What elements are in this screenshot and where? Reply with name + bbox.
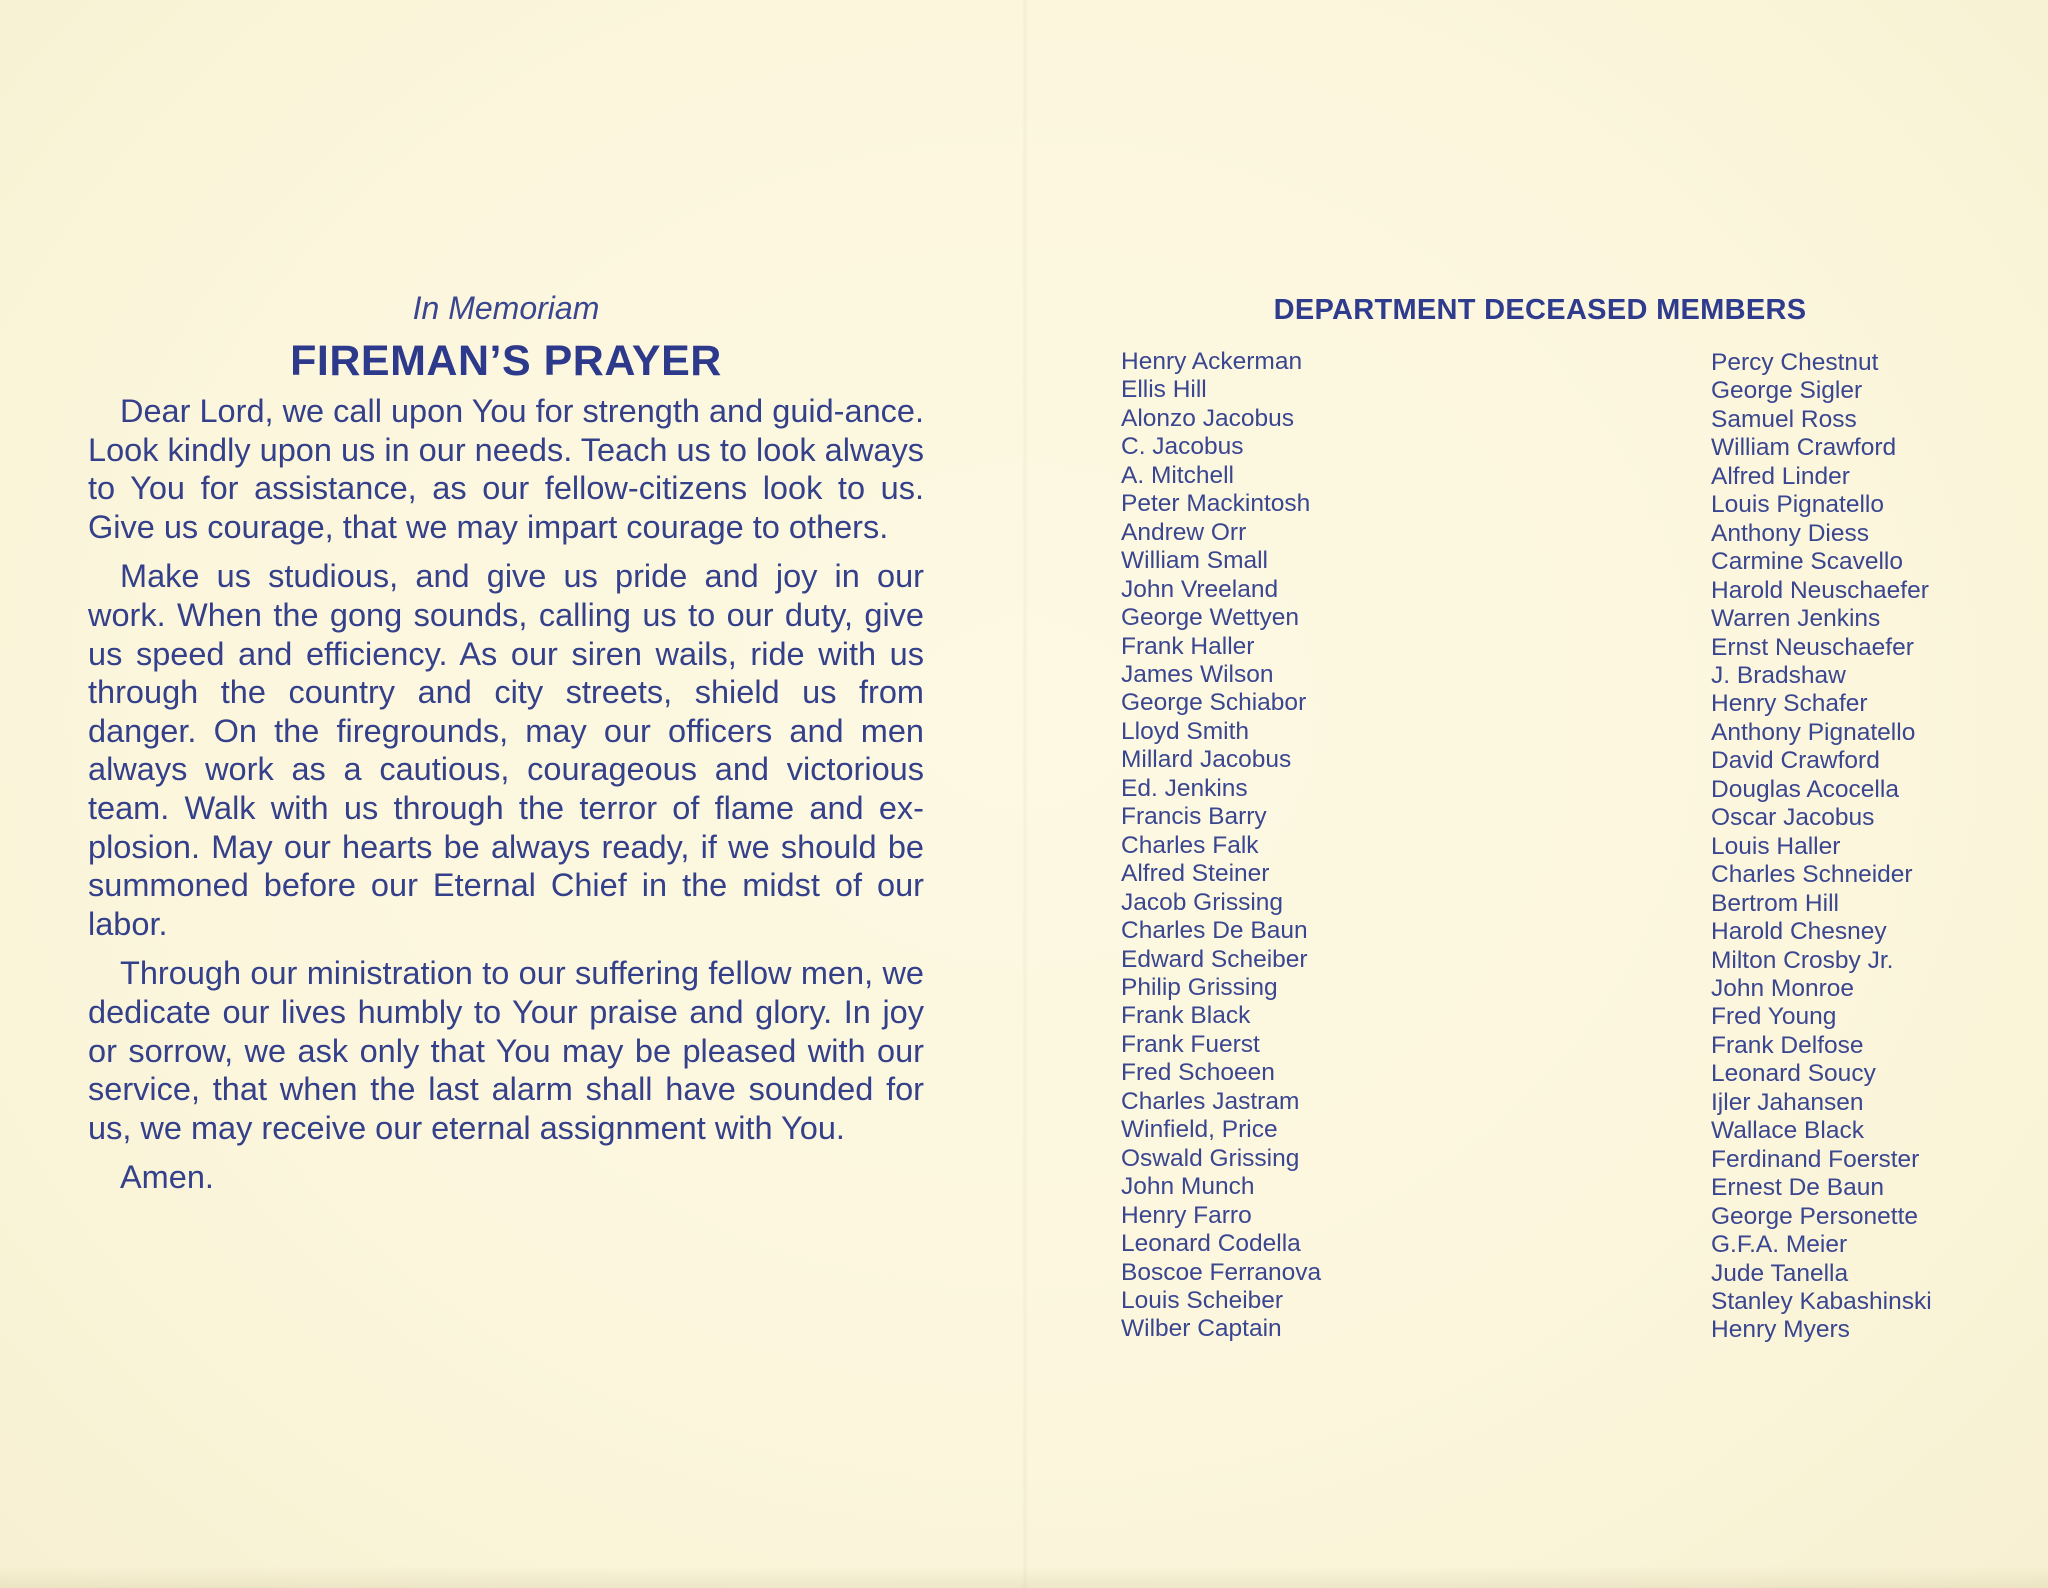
member-name: Ernst Neuschaefer <box>1711 633 1914 661</box>
member-name: Wilber Captain <box>1121 1315 1282 1343</box>
member-name: Milton Crosby Jr. <box>1711 946 1894 974</box>
member-name: Alfred Steiner <box>1121 860 1270 888</box>
member-name: J. Bradshaw <box>1711 661 1846 689</box>
member-name: Oscar Jacobus <box>1711 804 1875 832</box>
member-name: Anthony Diess <box>1711 519 1869 547</box>
in-memoriam-heading: In Memoriam <box>412 290 600 326</box>
member-name: Fred Schoeen <box>1121 1059 1275 1087</box>
member-name: Ed. Jenkins <box>1121 774 1248 802</box>
member-name: David Crawford <box>1711 747 1880 775</box>
member-name: Leonard Codella <box>1121 1230 1301 1258</box>
member-name: Frank Black <box>1121 1002 1251 1030</box>
prayer-amen: Amen. <box>120 1159 214 1196</box>
member-name: George Personette <box>1711 1202 1919 1230</box>
member-name: Charles Schneider <box>1711 861 1913 889</box>
member-name: Ijler Jahansen <box>1711 1088 1864 1116</box>
member-name: Francis Barry <box>1121 803 1267 831</box>
member-name: Ferdinand Foerster <box>1711 1145 1920 1173</box>
member-name: Winfield, Price <box>1121 1116 1278 1144</box>
member-name: Jude Tanella <box>1711 1259 1849 1287</box>
member-name: Lloyd Smith <box>1121 717 1250 745</box>
member-name: William Small <box>1121 547 1268 575</box>
member-name: Peter Mackintosh <box>1121 490 1311 518</box>
member-name: C. Jacobus <box>1121 433 1244 461</box>
member-name: Anthony Pignatello <box>1711 718 1916 746</box>
member-name: Oswald Grissing <box>1121 1144 1300 1172</box>
member-name: John Vreeland <box>1121 575 1279 603</box>
member-name: Alonzo Jacobus <box>1121 404 1294 432</box>
member-name: George Sigler <box>1711 377 1863 405</box>
member-name: Louis Pignatello <box>1711 491 1884 519</box>
paper-bottom-edge <box>0 1566 2048 1588</box>
member-name: John Munch <box>1121 1173 1255 1201</box>
member-name: John Monroe <box>1711 974 1855 1002</box>
member-name: Warren Jenkins <box>1711 605 1881 633</box>
member-name: Henry Schafer <box>1711 690 1868 718</box>
prayer-paragraph-1: Dear Lord, we call upon You for strength and guid-ance. Look kindly upon us in our needs. Teach us to look always to You for assistance, as our fellow-citizens look to us. Give us courage, that we may impart courage to others. <box>88 393 925 545</box>
member-name: George Wettyen <box>1121 604 1299 632</box>
member-name: William Crawford <box>1711 434 1897 462</box>
member-name: Millard Jacobus <box>1121 746 1292 774</box>
member-name: Leonard Soucy <box>1711 1060 1876 1088</box>
member-name: Charles De Baun <box>1121 917 1308 945</box>
member-name: Henry Ackerman <box>1121 348 1303 375</box>
member-name: Henry Myers <box>1711 1316 1850 1344</box>
prayer-paragraph-2: Make us studious, and give us pride and joy in our work. When the gong sounds, calling us to our duty, give us speed and efficiency. As our siren wails, ride with us through the country and city streets, shield us from danger. On the firegrounds, may our officers and men always work as a cautious, courageous and victorious team. Walk with us through the terror of flame and ex-plosion. May our hearts be always ready, if we should be summoned before our Eternal Chief in the midst of our labor. <box>88 558 924 942</box>
member-name: Douglas Acocella <box>1711 775 1899 803</box>
member-name: Charles Jastram <box>1121 1087 1300 1115</box>
member-name: Harold Chesney <box>1711 918 1887 946</box>
deceased-members-column-1 <box>1121 348 1321 1344</box>
member-name: Wallace Black <box>1711 1117 1864 1145</box>
member-name: Percy Chestnut <box>1711 349 1879 376</box>
member-name: Frank Haller <box>1121 632 1255 660</box>
member-name: Alfred Linder <box>1711 462 1850 490</box>
prayer-panel <box>88 290 924 1197</box>
member-name: Bertrom Hill <box>1711 889 1839 917</box>
member-name: Louis Haller <box>1711 832 1841 860</box>
member-name: Frank Fuerst <box>1121 1030 1260 1058</box>
member-name: Boscoe Ferranova <box>1121 1258 1322 1286</box>
member-name: Charles Falk <box>1121 831 1259 859</box>
member-name: Andrew Orr <box>1121 518 1247 546</box>
member-name: Fred Young <box>1711 1003 1837 1031</box>
center-fold <box>1022 0 1028 1588</box>
member-name: Ellis Hill <box>1121 376 1207 404</box>
prayer-paragraph-3: Through our ministration to our suffering fellow men, we dedicate our lives humbly to Your praise and glory. In joy or sorrow, we ask only that You may be pleased with our service, that when the last alarm shall have sounded for us, we may receive our eternal assignment with You. <box>88 955 924 1146</box>
member-name: George Schiabor <box>1121 689 1307 717</box>
member-name: A. Mitchell <box>1121 461 1235 489</box>
member-name: Samuel Ross <box>1711 405 1857 433</box>
member-name: James Wilson <box>1121 660 1274 688</box>
member-name: Philip Grissing <box>1121 973 1278 1001</box>
member-name: Harold Neuschaefer <box>1711 576 1929 604</box>
member-name: Edward Scheiber <box>1121 945 1308 973</box>
member-name: Carmine Scavello <box>1711 548 1903 576</box>
member-name: G.F.A. Meier <box>1711 1231 1848 1259</box>
deceased-members-column-2 <box>1711 349 1932 1345</box>
member-name: Frank Delfose <box>1711 1031 1864 1059</box>
member-name: Jacob Grissing <box>1121 888 1284 916</box>
member-name: Ernest De Baun <box>1711 1174 1884 1202</box>
prayer-title: FIREMAN’S PRAYER <box>290 337 722 385</box>
member-name: Louis Scheiber <box>1121 1286 1284 1314</box>
member-name: Stanley Kabashinski <box>1711 1287 1932 1315</box>
member-name: Henry Farro <box>1121 1201 1252 1229</box>
deceased-members-title: DEPARTMENT DECEASED MEMBERS <box>1273 294 1807 326</box>
